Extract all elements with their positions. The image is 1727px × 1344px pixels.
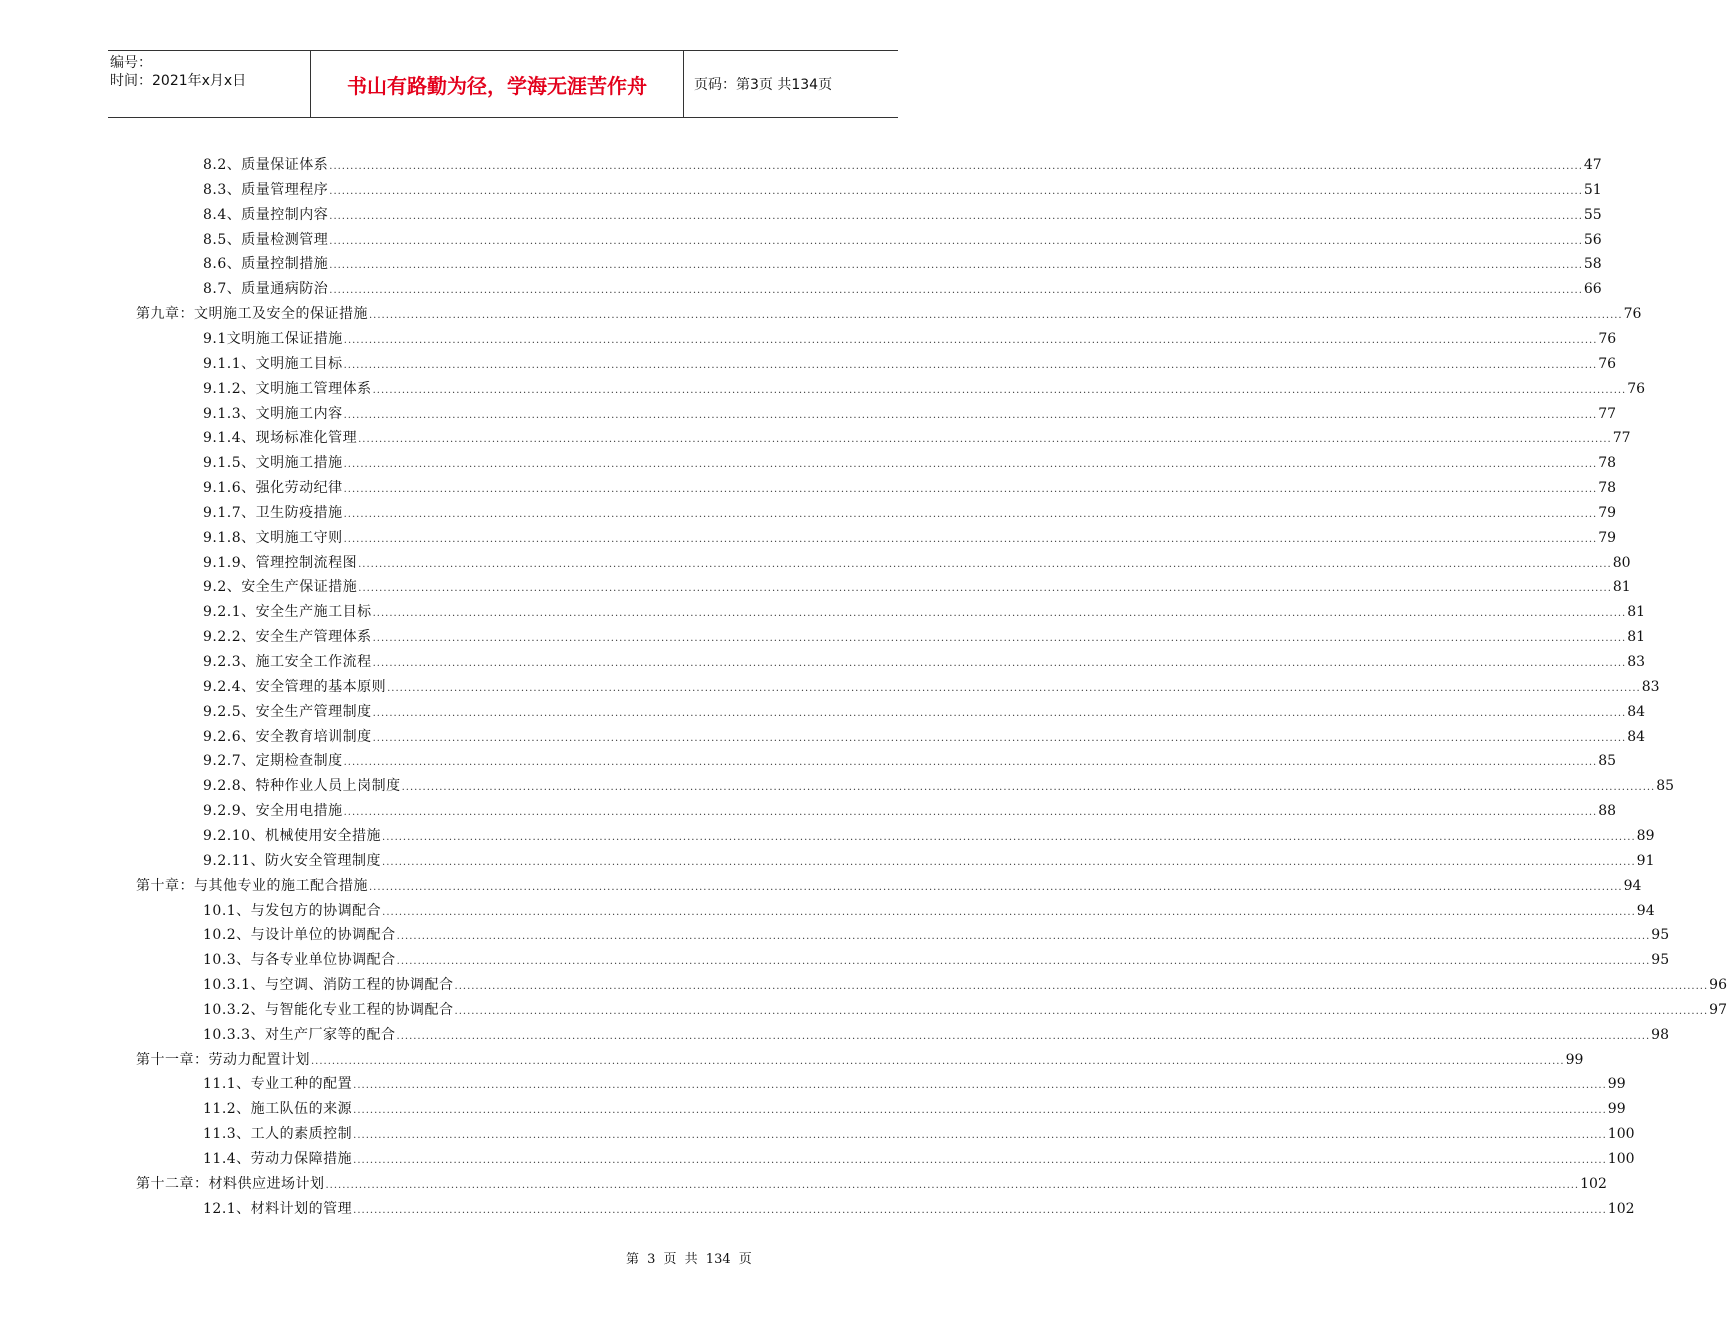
toc-entry-page: 95 [1651,952,1670,969]
toc-entry-title: 9.1.9、管理控制流程图 [203,554,358,571]
toc-dot-leader: ............................................................................................................................................................................................................................................................................................................ [358,558,1612,570]
toc-dot-leader: ............................................................................................................................................................................................................................................................................................................ [329,235,1583,247]
toc-entry-title: 9.2.4、安全管理的基本原则 [203,678,387,695]
toc-entry-page: 77 [1598,405,1617,422]
toc-entry-page: 95 [1651,927,1670,944]
toc-entry-title: 8.3、质量管理程序 [203,181,329,198]
toc-entry[interactable] [203,970,1727,994]
toc-entry-title: 第九章：文明施工及安全的保证措施 [136,306,368,323]
toc-entry-page: 81 [1627,604,1646,621]
toc-entry[interactable] [203,150,1602,174]
toc-dot-leader: ............................................................................................................................................................................................................................................................................................................ [372,608,1627,620]
toc-dot-leader: ............................................................................................................................................................................................................................................................................................................ [343,508,1598,520]
toc-entry[interactable] [203,1119,1635,1143]
toc-entry-title: 9.1.4、现场标准化管理 [203,430,358,447]
toc-entry[interactable] [203,945,1670,969]
toc-entry-title: 9.2.11、防火安全管理制度 [203,852,382,869]
toc-dot-leader: ............................................................................................................................................................................................................................................................................................................ [396,1030,1651,1042]
toc-dot-leader: ............................................................................................................................................................................................................................................................................................................ [396,956,1651,968]
toc-dot-leader: ............................................................................................................................................................................................................................................................................................................ [343,533,1598,545]
toc-dot-leader: ............................................................................................................................................................................................................................................................................................................ [353,1130,1607,1142]
toc-entry-page: 99 [1607,1101,1626,1118]
toc-entry-title: 9.1.6、强化劳动纪律 [203,480,343,497]
toc-entry[interactable] [203,448,1617,472]
toc-entry-title: 11.1、专业工种的配置 [203,1076,353,1093]
toc-dot-leader: ............................................................................................................................................................................................................................................................................................................ [369,881,1623,893]
toc-entry-page: 78 [1598,480,1617,497]
toc-entry-page: 99 [1607,1076,1626,1093]
toc-entry-page: 58 [1583,256,1602,273]
header-meta [108,51,311,117]
toc-entry-title: 8.4、质量控制内容 [203,206,329,223]
toc-entry[interactable] [203,274,1602,298]
toc-dot-leader: ............................................................................................................................................................................................................................................................................................................ [369,310,1623,322]
toc-entry-title: 8.6、质量控制措施 [203,256,329,273]
toc-entry-title: 9.1文明施工保证措施 [203,330,343,347]
toc-entry-title: 11.4、劳动力保障措施 [203,1151,353,1167]
toc-dot-leader: ............................................................................................................................................................................................................................................................................................................ [343,757,1598,769]
toc-entry-page: 76 [1598,330,1617,347]
toc-entry[interactable] [203,1144,1635,1168]
toc-dot-leader: ............................................................................................................................................................................................................................................................................................................ [382,831,1636,843]
toc-entry-page: 91 [1636,852,1655,869]
toc-entry-page: 79 [1598,504,1617,521]
toc-entry[interactable] [203,249,1602,273]
toc-dot-leader: ............................................................................................................................................................................................................................................................................................................ [353,1155,1607,1166]
toc-entry-page: 79 [1598,529,1617,546]
toc-entry-title: 9.2.7、定期检查制度 [203,753,343,770]
toc-entry-title: 9.1.3、文明施工内容 [203,405,343,422]
toc-entry[interactable] [203,572,1631,596]
toc-dot-leader: ............................................................................................................................................................................................................................................................................................................ [387,682,1641,694]
toc-entry-title: 8.7、质量通病防治 [203,281,329,298]
toc-dot-leader: ............................................................................................................................................................................................................................................................................................................ [343,409,1598,421]
toc-entry-page: 76 [1623,306,1642,323]
toc-entry-title: 9.1.1、文明施工目标 [203,355,343,372]
toc-entry-page: 102 [1607,1200,1635,1217]
toc-entry[interactable] [203,200,1602,224]
toc-entry-page: 78 [1598,455,1617,472]
toc-entry-title: 9.1.2、文明施工管理体系 [203,380,372,397]
toc-entry-page: 56 [1583,231,1602,248]
toc-entry-title: 9.2.1、安全生产施工目标 [203,604,372,621]
toc-entry-page: 97 [1709,1001,1727,1018]
toc-dot-leader: ............................................................................................................................................................................................................................................................................................................ [372,658,1627,669]
toc-entry-title: 10.3.3、对生产厂家等的配合 [203,1026,396,1043]
toc-entry[interactable] [203,796,1617,820]
toc-entry[interactable] [203,1194,1635,1218]
toc-dot-leader: ............................................................................................................................................................................................................................................................................................................ [454,981,1709,993]
toc-entry[interactable] [203,374,1646,398]
toc-dot-leader: ............................................................................................................................................................................................................................................................................................................ [454,1005,1709,1017]
toc-dot-leader: ............................................................................................................................................................................................................................................................................................................ [353,1080,1607,1092]
toc-entry-title: 11.3、工人的素质控制 [203,1126,353,1143]
toc-entry-title: 8.5、质量检测管理 [203,231,329,248]
toc-entry-page: 94 [1636,902,1655,919]
toc-entry-page: 88 [1598,803,1617,820]
toc-entry-title: 8.2、质量保证体系 [203,157,329,173]
toc-entry-title: 10.3、与各专业单位协调配合 [203,952,396,969]
toc-entry-title: 10.3.1、与空调、消防工程的协调配合 [203,977,454,994]
toc-entry-page: 83 [1627,654,1646,670]
header-motto: 书山有路勤为径，学海无涯苦作舟 [311,51,684,117]
toc-entry-title: 9.1.5、文明施工措施 [203,455,343,472]
toc-entry-page: 94 [1623,877,1642,894]
toc-entry[interactable] [203,498,1617,522]
toc-dot-leader: ............................................................................................................................................................................................................................................................................................................ [372,633,1627,645]
toc-entry-title: 9.2.6、安全教育培训制度 [203,728,372,745]
toc-entry-page: 89 [1636,827,1655,844]
toc-entry[interactable] [203,746,1617,770]
toc-entry[interactable] [203,647,1646,671]
toc-entry-page: 98 [1651,1026,1669,1043]
toc-entry-page: 96 [1709,977,1727,994]
page-header [108,50,898,118]
toc-entry-title: 9.2.5、安全生产管理制度 [203,703,372,720]
toc-entry-title: 12.1、材料计划的管理 [203,1200,353,1217]
toc-dot-leader: ............................................................................................................................................................................................................................................................................................................ [343,807,1598,819]
toc-entry[interactable] [136,299,1642,323]
toc-entry-title: 9.1.7、卫生防疫措施 [203,504,343,521]
toc-entry-title: 9.2.10、机械使用安全措施 [203,827,382,844]
toc-entry-page: 76 [1627,380,1646,397]
document-number-label: 编号： [110,55,152,71]
toc-entry[interactable] [203,175,1602,199]
toc-entry-title: 10.1、与发包方的协调配合 [203,902,382,919]
toc-dot-leader: ............................................................................................................................................................................................................................................................................................................ [325,1179,1580,1191]
toc-dot-leader: ............................................................................................................................................................................................................................................................................................................ [343,484,1598,496]
toc-entry-page: 85 [1598,753,1617,770]
toc-entry-page: 47 [1583,157,1602,173]
toc-entry-page: 66 [1583,281,1602,298]
toc-dot-leader: ............................................................................................................................................................................................................................................................................................................ [329,161,1583,172]
toc-entry-title: 9.1.8、文明施工守则 [203,529,343,546]
toc-entry-page: 100 [1607,1126,1635,1143]
toc-entry[interactable] [203,324,1617,348]
toc-entry-page: 81 [1612,579,1631,596]
toc-entry-title: 11.2、施工队伍的来源 [203,1101,353,1118]
toc-entry[interactable] [203,821,1655,845]
toc-entry[interactable] [203,1020,1669,1044]
toc-entry[interactable] [203,1069,1626,1093]
toc-entry-page: 84 [1627,728,1646,745]
toc-dot-leader: ............................................................................................................................................................................................................................................................................................................ [372,707,1627,719]
toc-entry-page: 100 [1607,1151,1635,1167]
toc-entry-page: 84 [1627,703,1646,720]
toc-entry-page: 55 [1583,206,1602,223]
toc-entry[interactable] [203,995,1727,1019]
toc-entry[interactable] [203,473,1617,497]
toc-entry-title: 第十二章：材料供应进场计划 [136,1175,325,1192]
toc-dot-leader: ............................................................................................................................................................................................................................................................................................................ [372,732,1627,744]
toc-dot-leader: ............................................................................................................................................................................................................................................................................................................ [382,856,1636,868]
toc-entry-title: 9.2.8、特种作业人员上岗制度 [203,778,401,795]
toc-entry-page: 51 [1583,181,1602,198]
toc-dot-leader: ............................................................................................................................................................................................................................................................................................................ [329,210,1583,222]
toc-entry-title: 9.2、安全生产保证措施 [203,579,358,596]
toc-entry[interactable] [203,225,1602,249]
toc-dot-leader: ............................................................................................................................................................................................................................................................................................................ [329,285,1583,297]
header-page-info: 页码：第3页 共134页 [694,77,833,93]
toc-entry-title: 第十章：与其他专业的施工配合措施 [136,877,368,894]
toc-entry[interactable] [136,871,1642,895]
toc-dot-leader: ............................................................................................................................................................................................................................................................................................................ [372,384,1627,396]
toc-entry-page: 99 [1565,1051,1584,1068]
toc-entry[interactable] [203,597,1646,621]
toc-entry[interactable] [203,523,1617,547]
toc-entry[interactable] [203,771,1675,795]
toc-entry[interactable] [203,423,1631,447]
toc-dot-leader: ............................................................................................................................................................................................................................................................................................................ [382,906,1636,918]
toc-dot-leader: ............................................................................................................................................................................................................................................................................................................ [343,359,1598,371]
toc-entry[interactable] [203,920,1670,944]
toc-entry-page: 83 [1641,678,1660,695]
toc-entry[interactable] [136,1045,1584,1069]
toc-dot-leader: ............................................................................................................................................................................................................................................................................................................ [311,1055,1565,1067]
toc-entry-page: 80 [1612,554,1631,571]
toc-entry-page: 77 [1612,430,1631,447]
toc-entry[interactable] [203,349,1617,373]
toc-entry[interactable] [203,672,1660,696]
toc-dot-leader: ............................................................................................................................................................................................................................................................................................................ [401,782,1656,794]
toc-dot-leader: ............................................................................................................................................................................................................................................................................................................ [343,459,1598,471]
toc-entry-page: 81 [1627,629,1646,646]
toc-entry-title: 10.2、与设计单位的协调配合 [203,927,396,944]
toc-dot-leader: ............................................................................................................................................................................................................................................................................................................ [358,583,1612,595]
toc-dot-leader: ............................................................................................................................................................................................................................................................................................................ [353,1204,1607,1216]
toc-entry-title: 10.3.2、与智能化专业工程的协调配合 [203,1001,454,1018]
toc-entry[interactable] [203,1094,1626,1118]
toc-entry[interactable] [203,846,1655,870]
toc-dot-leader: ............................................................................................................................................................................................................................................................................................................ [358,434,1612,446]
toc-dot-leader: ............................................................................................................................................................................................................................................................................................................ [396,931,1651,943]
page-footer: 第 3 页 共 134 页 [626,1252,752,1267]
toc-entry-title: 9.2.2、安全生产管理体系 [203,629,372,646]
toc-dot-leader: ............................................................................................................................................................................................................................................................................................................ [329,185,1583,197]
toc-entry-page: 85 [1656,778,1675,795]
toc-dot-leader: ............................................................................................................................................................................................................................................................................................................ [343,334,1598,346]
toc-entry[interactable] [203,722,1646,746]
toc-entry-page: 102 [1580,1175,1607,1192]
toc-entry[interactable] [203,399,1617,423]
toc-entry-page: 76 [1598,355,1617,372]
toc-dot-leader: ............................................................................................................................................................................................................................................................................................................ [329,260,1583,272]
toc-entry[interactable] [203,622,1646,646]
toc-entry-title: 9.2.9、安全用电措施 [203,803,343,820]
toc-entry[interactable] [203,548,1631,572]
toc-entry[interactable] [136,1169,1607,1193]
toc-entry[interactable] [203,697,1646,721]
document-time-label: 时间：2021年x月x日 [110,73,247,89]
toc-entry-title: 9.2.3、施工安全工作流程 [203,654,372,670]
toc-entry-title: 第十一章：劳动力配置计划 [136,1051,310,1068]
toc-entry[interactable] [203,896,1655,920]
toc-dot-leader: ............................................................................................................................................................................................................................................................................................................ [353,1105,1607,1117]
